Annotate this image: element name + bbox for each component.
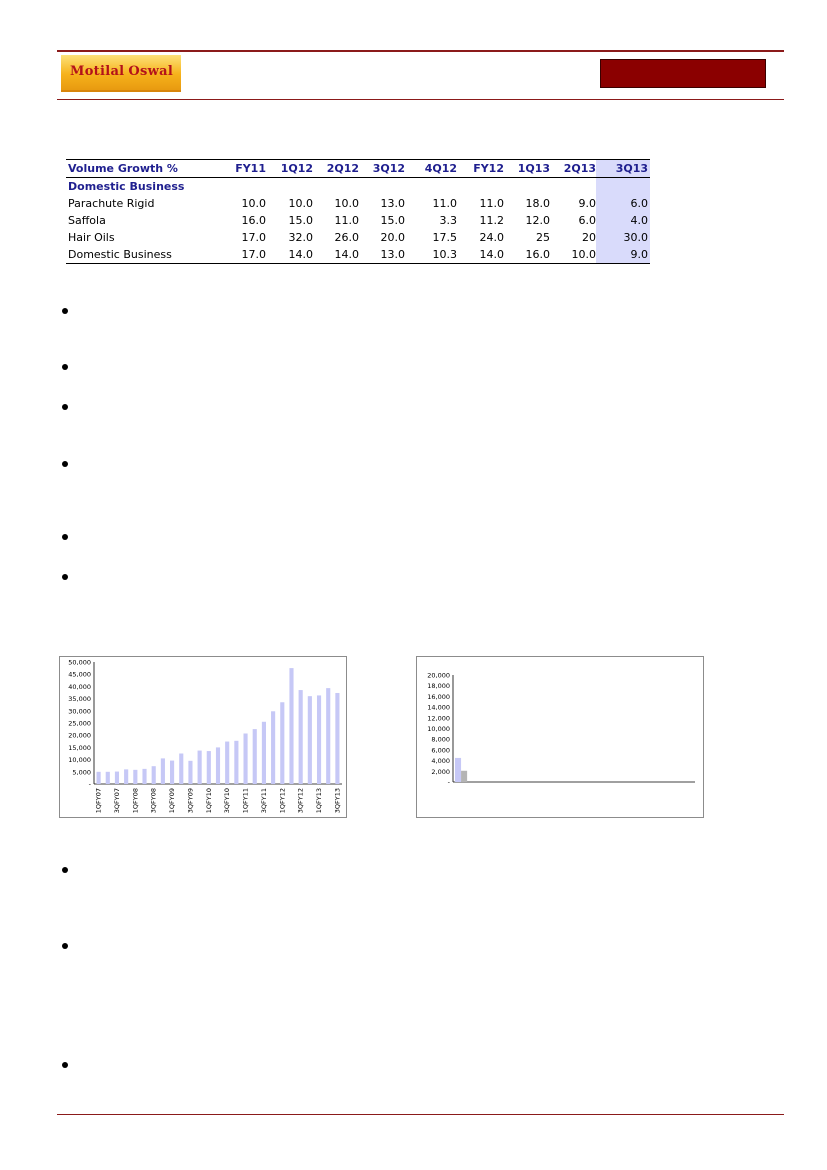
bar-value bbox=[289, 668, 293, 784]
y-tick-label: 2,000 bbox=[431, 767, 450, 776]
bullet-point bbox=[62, 867, 68, 873]
table-cell: 17.0 bbox=[241, 231, 266, 244]
y-tick-label: - bbox=[447, 778, 450, 787]
y-tick-label: 12,000 bbox=[427, 714, 450, 723]
table-cell: 26.0 bbox=[334, 231, 359, 244]
table-cell: 25 bbox=[536, 231, 550, 244]
y-tick-label: 50,000 bbox=[68, 658, 91, 667]
bullet-point bbox=[62, 943, 68, 949]
bar-value bbox=[216, 747, 220, 784]
x-tick-label: 3QFY08 bbox=[149, 788, 158, 814]
y-tick-label: 16,000 bbox=[427, 692, 450, 701]
bullet-point bbox=[62, 534, 68, 540]
bar-value bbox=[198, 751, 202, 784]
bar-value bbox=[142, 769, 146, 784]
bar-gold bbox=[455, 758, 461, 782]
table-cell: 17.0 bbox=[241, 248, 266, 261]
x-tick-label: 3QFY13 bbox=[333, 788, 342, 814]
table-cell: 11.0 bbox=[479, 197, 504, 210]
table-row bbox=[66, 246, 650, 263]
bar-value bbox=[133, 770, 137, 784]
bar-value bbox=[225, 742, 229, 784]
table-cell: 6.0 bbox=[630, 197, 648, 210]
y-tick-label: 40,000 bbox=[68, 682, 91, 691]
bar-value bbox=[280, 702, 284, 784]
table-cell: 11.0 bbox=[334, 214, 359, 227]
bullet-point bbox=[62, 1062, 68, 1068]
table-cell: 32.0 bbox=[288, 231, 313, 244]
bullet-point bbox=[62, 308, 68, 314]
x-tick-label: 3QFY10 bbox=[223, 788, 232, 814]
table-cell: 9.0 bbox=[630, 248, 648, 261]
y-tick-label: 35,000 bbox=[68, 695, 91, 704]
col-header: 1Q13 bbox=[517, 162, 550, 175]
table-rule-bottom bbox=[66, 263, 650, 264]
y-tick-label: 20,000 bbox=[68, 731, 91, 740]
footer-rule bbox=[57, 1114, 784, 1115]
table-cell: 15.0 bbox=[288, 214, 313, 227]
table-cell: 11.2 bbox=[479, 214, 504, 227]
chart-left-svg bbox=[60, 657, 346, 817]
bar-value bbox=[188, 761, 192, 784]
col-header: 4Q12 bbox=[424, 162, 457, 175]
header-title-box bbox=[600, 59, 766, 88]
col-header: 3Q13 bbox=[615, 162, 648, 175]
x-tick-label: 1QFY07 bbox=[94, 788, 103, 814]
bar-value bbox=[253, 729, 257, 784]
table-cell: 18.0 bbox=[525, 197, 550, 210]
bar-value bbox=[170, 761, 174, 784]
bar-value bbox=[179, 754, 183, 785]
company-logo bbox=[61, 55, 181, 92]
table-cell: 17.5 bbox=[432, 231, 457, 244]
logo-text: Motilal Oswal bbox=[70, 64, 174, 79]
table-cell: 9.0 bbox=[578, 197, 596, 210]
bar-value bbox=[106, 772, 110, 784]
header-rule-bottom bbox=[57, 99, 784, 100]
col-header: 2Q13 bbox=[563, 162, 596, 175]
table-row bbox=[66, 229, 650, 246]
table-row bbox=[66, 212, 650, 229]
row-label: Saffola bbox=[68, 214, 106, 227]
y-tick-label: 45,000 bbox=[68, 670, 91, 679]
y-tick-label: 14,000 bbox=[427, 703, 450, 712]
table-cell: 3.3 bbox=[439, 214, 457, 227]
table-cell: 20.0 bbox=[380, 231, 405, 244]
table-cell: 14.0 bbox=[479, 248, 504, 261]
table-cell: 10.0 bbox=[288, 197, 313, 210]
bullet-point bbox=[62, 404, 68, 410]
bar-value bbox=[115, 772, 119, 784]
bullet-point bbox=[62, 461, 68, 467]
bullet-point bbox=[62, 574, 68, 580]
bar-value bbox=[234, 741, 238, 784]
chart-right-svg bbox=[417, 657, 703, 817]
bar-value bbox=[308, 696, 312, 784]
col-header: FY11 bbox=[235, 162, 266, 175]
x-tick-label: 1QFY11 bbox=[241, 788, 250, 814]
table-cell: 10.0 bbox=[334, 197, 359, 210]
x-tick-label: 3QFY09 bbox=[186, 788, 195, 814]
bar-silver bbox=[461, 771, 467, 782]
bar-value bbox=[97, 772, 101, 784]
y-tick-label: 18,000 bbox=[427, 682, 450, 691]
x-tick-label: 1QFY08 bbox=[131, 788, 140, 814]
x-tick-label: 1QFY13 bbox=[315, 788, 324, 814]
y-tick-label: - bbox=[88, 780, 91, 789]
bar-value bbox=[152, 766, 156, 784]
x-tick-label: 1QFY10 bbox=[204, 788, 213, 814]
y-tick-label: 4,000 bbox=[431, 757, 450, 766]
bar-value bbox=[326, 688, 330, 784]
y-tick-label: 15,000 bbox=[68, 743, 91, 752]
table-header-label: Volume Growth % bbox=[68, 162, 178, 175]
bar-value bbox=[124, 769, 128, 784]
table-row bbox=[66, 195, 650, 212]
table-cell: 14.0 bbox=[334, 248, 359, 261]
section-label: Domestic Business bbox=[68, 180, 185, 193]
y-tick-label: 5,000 bbox=[72, 768, 91, 777]
bar-value bbox=[207, 751, 211, 784]
table-cell: 4.0 bbox=[630, 214, 648, 227]
bar-value bbox=[335, 693, 339, 784]
table-cell: 15.0 bbox=[380, 214, 405, 227]
table-cell: 13.0 bbox=[380, 248, 405, 261]
table-cell: 20 bbox=[582, 231, 596, 244]
table-cell: 10.0 bbox=[241, 197, 266, 210]
col-header: 3Q12 bbox=[372, 162, 405, 175]
bar-value bbox=[262, 722, 266, 784]
table-cell: 30.0 bbox=[623, 231, 648, 244]
table-cell: 11.0 bbox=[432, 197, 457, 210]
y-tick-label: 30,000 bbox=[68, 707, 91, 716]
table-header-row bbox=[66, 160, 650, 177]
table-cell: 10.3 bbox=[432, 248, 457, 261]
table-cell: 13.0 bbox=[380, 197, 405, 210]
row-label: Hair Oils bbox=[68, 231, 115, 244]
x-tick-label: 3QFY07 bbox=[112, 788, 121, 814]
chart-left bbox=[59, 656, 347, 818]
table-cell: 10.0 bbox=[571, 248, 596, 261]
x-tick-label: 3QFY11 bbox=[259, 788, 268, 814]
table-cell: 16.0 bbox=[241, 214, 266, 227]
bar-value bbox=[299, 690, 303, 784]
table-cell: 6.0 bbox=[578, 214, 596, 227]
x-tick-label: 1QFY09 bbox=[168, 788, 177, 814]
y-tick-label: 8,000 bbox=[431, 735, 450, 744]
y-tick-label: 10,000 bbox=[68, 756, 91, 765]
y-tick-label: 25,000 bbox=[68, 719, 91, 728]
bar-value bbox=[317, 695, 321, 784]
table-section-row bbox=[66, 178, 650, 195]
x-tick-label: 3QFY12 bbox=[296, 788, 305, 814]
table-cell: 12.0 bbox=[525, 214, 550, 227]
col-header: FY12 bbox=[473, 162, 504, 175]
bar-value bbox=[243, 733, 247, 784]
col-header: 2Q12 bbox=[326, 162, 359, 175]
row-label: Parachute Rigid bbox=[68, 197, 155, 210]
row-label: Domestic Business bbox=[68, 248, 172, 261]
table-cell: 24.0 bbox=[479, 231, 504, 244]
chart-right bbox=[416, 656, 704, 818]
bar-value bbox=[271, 711, 275, 784]
table-cell: 14.0 bbox=[288, 248, 313, 261]
y-tick-label: 10,000 bbox=[427, 725, 450, 733]
y-tick-label: 20,000 bbox=[427, 671, 450, 680]
x-tick-label: 1QFY12 bbox=[278, 788, 287, 814]
header-rule-top bbox=[57, 50, 784, 52]
col-header: 1Q12 bbox=[280, 162, 313, 175]
bullet-point bbox=[62, 364, 68, 370]
bar-value bbox=[161, 758, 165, 784]
table-cell: 16.0 bbox=[525, 248, 550, 261]
y-tick-label: 6,000 bbox=[431, 746, 450, 755]
